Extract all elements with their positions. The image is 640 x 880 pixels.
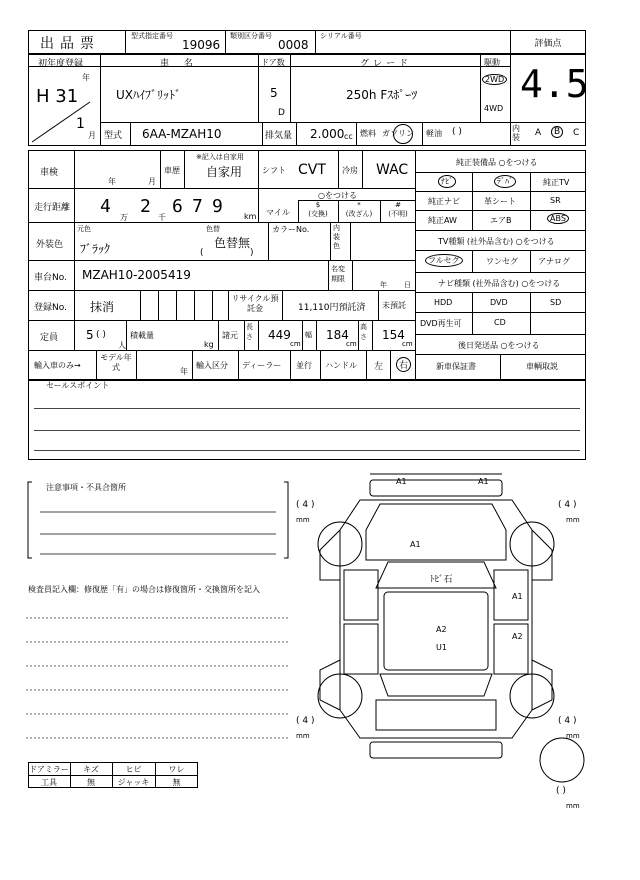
recycle: 11,110円預託済 [298, 303, 366, 313]
nav-title: ナビ種類 (社外品含む) ○をつける [438, 279, 561, 288]
nav-cd: CD [494, 318, 506, 327]
equip-abs: ABS [547, 213, 569, 224]
inspector-lines [26, 600, 292, 750]
model-year-label: モデル年式 [100, 353, 132, 372]
type-no: 19096 [182, 38, 221, 52]
grade-b: B [551, 126, 563, 138]
bt-r2: 無 [87, 778, 95, 787]
height: 154 [382, 328, 405, 342]
model-year-unit: 年 [180, 367, 188, 376]
capacity: 5 [86, 328, 94, 342]
shaken-label: 車検 [40, 168, 59, 178]
bt-h3: ヒビ [125, 765, 142, 774]
mark-windshield: ﾄﾋﾞ石 [430, 575, 453, 585]
sales-point-label: セールスポイント [46, 381, 110, 390]
tv-oneseg: ワンセグ [486, 257, 518, 266]
usage: 自家用 [206, 165, 243, 179]
mark-hood: A1 [410, 540, 421, 549]
mark-roof: A2 [436, 625, 447, 634]
displacement-label: 排気量 [265, 131, 293, 141]
fuel-label: 燃料 [360, 129, 376, 138]
odo-sen: 千 [158, 213, 166, 222]
fuel-circle [393, 124, 413, 144]
shift: CVT [298, 162, 326, 178]
import-class-label: 輸入区分 [196, 361, 228, 370]
year-unit: 年 [82, 73, 90, 82]
dim-label: 諸元 [222, 331, 238, 340]
handle-left: 左 [374, 362, 384, 372]
serial-label: シリアル番号 [320, 32, 362, 40]
len-cm: cm [290, 340, 301, 348]
ac: WAC [376, 162, 409, 178]
mile-label: マイル [266, 208, 290, 217]
ac-label: 冷房 [342, 166, 358, 175]
nameplate-label: 名変期限 [331, 265, 345, 283]
len-label: 長さ [246, 323, 253, 341]
handle-right: 右 [396, 357, 411, 372]
light-oil-label: 軽油 [426, 129, 442, 138]
chassis-label: 車台No. [34, 273, 67, 283]
height-cm: cm [402, 340, 413, 348]
drive-label: 駆動 [484, 58, 500, 67]
usage-note: ※記入は自家用 [196, 153, 244, 161]
load-label: 積載量 [130, 331, 154, 340]
parallel: 並行 [296, 361, 312, 370]
later-manual: 車輌取説 [526, 362, 558, 371]
color-label: 外装色 [36, 240, 64, 250]
nameplate-year: 年 [380, 281, 387, 289]
first-reg-year: H 31 [36, 86, 79, 107]
width-cm: cm [346, 340, 357, 348]
usage-label: 車歴 [164, 166, 180, 175]
tv-title: TV種類 (社外品含む) ○をつける [438, 237, 555, 246]
handle-label: ハンドル [325, 361, 357, 370]
equipment-title: 純正装備品 ○をつける [456, 158, 538, 167]
equip-tv: 純正TV [543, 178, 570, 187]
capacity-unit: 人 [118, 341, 126, 350]
bt-h4: ワレ [168, 765, 185, 774]
capacity-paren: ( ) [96, 330, 106, 340]
odo-unknown: # (不明) [388, 201, 408, 218]
tread-fr: ( 4 ) [558, 500, 577, 510]
nameplate-day: 日 [404, 281, 411, 289]
color-change-paren-close: ) [250, 248, 254, 258]
interior-label: 内装 [512, 124, 520, 142]
notes-label: 注意事項・不具合箇所 [46, 483, 126, 492]
kg-unit: kg [204, 340, 214, 349]
displacement: 2.000 [310, 127, 345, 141]
odo-circle-note: ○をつける [318, 191, 357, 200]
recycle-label: リサイクル預託金 [231, 294, 279, 313]
grade: 250h Fｽﾎﾟｰﾂ [346, 88, 418, 102]
tread-rl-unit: mm [296, 732, 310, 740]
drive-4wd: 4WD [484, 104, 504, 113]
odo-digit-3: 6 [172, 196, 183, 217]
inspector-label: 検査員記入欄：修復歴「有」の場合は修復箇所・交換箇所を記入 [28, 585, 260, 594]
fuel-paren: ( ) [452, 127, 462, 137]
sales-point-box [28, 380, 586, 460]
mark-right-rear-door: A2 [512, 632, 523, 641]
odo-digit-4: 7 [192, 196, 203, 217]
shaken-year: 年 [108, 177, 116, 186]
grade-a: A [535, 128, 542, 138]
notes-bracket [26, 478, 290, 562]
form-title: 出品票 [40, 36, 100, 52]
odo-digit-1: 4 [100, 196, 111, 217]
color-change-paren-open: ( [200, 248, 204, 258]
tread-fl-unit: mm [296, 516, 310, 524]
type-no-label: 型式指定番号 [131, 32, 173, 40]
color-no-label: カラーNo. [272, 225, 310, 234]
mark-front-bumper-1: A1 [396, 477, 407, 486]
mark-front-bumper-2: A1 [478, 477, 489, 486]
shift-label: シフト [262, 166, 286, 175]
equip-airbag: エアB [490, 216, 512, 225]
equip-sr: SR [550, 196, 561, 205]
tread-rl: ( 4 ) [296, 716, 315, 726]
car-name-label: 車 名 [160, 59, 199, 69]
import-label: 輸入車のみ→ [34, 361, 81, 370]
odo-digit-2: 2 [140, 196, 151, 217]
capacity-label: 定員 [40, 333, 59, 343]
tread-rr: ( 4 ) [558, 716, 577, 726]
dealer: ディーラー [242, 361, 282, 370]
model: 6AA-MZAH10 [142, 127, 222, 141]
equip-aw: 純正AW [428, 216, 457, 225]
length: 449 [268, 328, 291, 342]
bt-r4: 無 [172, 778, 181, 787]
chassis: MZAH10-2005419 [82, 268, 191, 282]
bt-h1: ドアミラー [29, 765, 69, 774]
class-no: 0008 [278, 38, 309, 52]
width-label: 幅 [305, 331, 312, 339]
tread-fl: ( 4 ) [296, 500, 315, 510]
nav-dvd-play: DVD再生可 [420, 319, 462, 328]
later-title: 後日発送品 ○をつける [458, 341, 540, 350]
equip-navi: 純正ナビ [428, 197, 460, 206]
mark-right-front-door: A1 [512, 592, 523, 601]
doors: 5 [270, 86, 278, 100]
grade-label: グレード [360, 59, 413, 69]
drive-2wd: 2WD [482, 74, 507, 85]
model-label: 型式 [104, 131, 123, 141]
odo-digit-5: 9 [212, 196, 223, 217]
mark-roof-2: U1 [436, 643, 447, 652]
car-name: UXﾊｲﾌﾞﾘｯﾄﾞ [116, 88, 182, 102]
grade-c: C [573, 128, 580, 138]
bt-r3: ジャッキ [117, 778, 150, 787]
month-unit: 月 [88, 131, 96, 140]
nav-hdd: HDD [434, 298, 453, 307]
tv-fullseg: フルセグ [425, 254, 463, 267]
odo-tampered: * (改ざん) [345, 201, 373, 218]
equip-deva-short: ﾃﾞﾊﾞ [494, 175, 516, 188]
nav-dvd: DVD [490, 298, 508, 307]
interior-color-label: 内装色 [333, 224, 340, 250]
shaken-month: 月 [148, 177, 156, 186]
score-value: 4.5 [520, 62, 589, 106]
color-change: 色替無 [214, 236, 251, 250]
odo-man: 万 [120, 213, 128, 222]
door-type: D [278, 108, 285, 118]
reg-label: 登録No. [34, 303, 67, 313]
tread-rr-unit: mm [566, 732, 580, 740]
recycle-unpaid: 未預託 [382, 301, 406, 310]
km-unit: km [244, 212, 257, 221]
width: 184 [326, 328, 349, 342]
tv-analog: アナログ [538, 257, 570, 266]
tread-spare: ( ) [556, 786, 566, 796]
bt-r1: 工具 [41, 778, 57, 787]
odo-exchange: $ (交換) [308, 201, 328, 218]
tread-fr-unit: mm [566, 516, 580, 524]
odo-label: 走行距離 [34, 203, 71, 213]
cc-unit: cc [344, 132, 353, 141]
color-change-label: 色替 [206, 225, 220, 233]
door-label: ドア数 [261, 58, 285, 67]
height-label: 高さ [360, 323, 367, 341]
color: ﾌﾞﾗｯｸ [80, 242, 111, 256]
tread-spare-unit: mm [566, 802, 580, 810]
orig-color-label: 元色 [77, 225, 91, 233]
nav-sd: SD [550, 298, 562, 307]
reg: 抹消 [90, 300, 115, 314]
first-reg-label: 初年度登録 [38, 59, 84, 69]
first-reg-month: 1 [76, 116, 85, 132]
fuel: ガソリン [382, 129, 414, 138]
equip-leather: 革シート [484, 197, 516, 206]
class-no-label: 類別区分番号 [230, 32, 272, 40]
equip-nav-short: ﾅﾋﾞ [438, 175, 456, 188]
later-warranty: 新車保証書 [436, 362, 476, 371]
bt-h2: キズ [83, 765, 99, 774]
score-label: 評価点 [510, 30, 586, 54]
